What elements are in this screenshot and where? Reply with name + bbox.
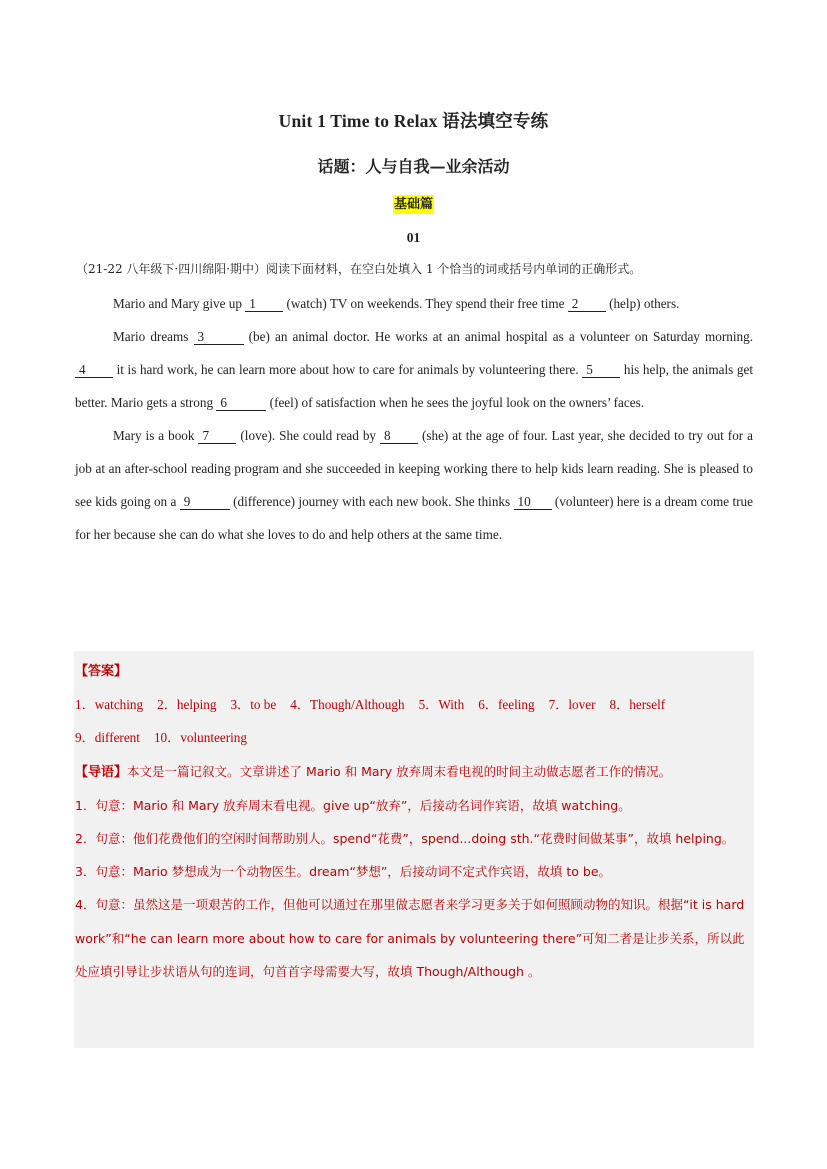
passage-paragraph-3 — [75, 419, 753, 551]
passage-paragraph-2 — [75, 320, 753, 419]
document-title: Unit 1 Time to Relax 语法填空专练 — [278, 111, 549, 131]
passage-text: (volunteer) here is a dream come true for her because she can do what she loves to do and help others at the same time. — [75, 494, 754, 542]
passage-paragraph-1 — [75, 287, 753, 320]
passage-text: (she) at the age of four. Last year, she decided to try out for a job at an after-school reading program and she succeeded in keeping working there to help kids learn reading. She is pleased to see kids going on a — [75, 428, 753, 509]
answer-item: 7．lover — [548, 697, 596, 713]
question-source: （21-22 八年级下·四川绵阳·期中）阅读下面材料，在空白处填入 1 个恰当的词或括号内单词的正确形式。 — [76, 262, 642, 276]
blank-2: 2 — [568, 296, 606, 312]
answer-item: 4．Though/Although — [290, 697, 405, 713]
blank-4: 4 — [75, 362, 113, 378]
answer-item: 9．different — [75, 730, 140, 746]
level-badge-wrap — [0, 193, 827, 214]
passage-text: Mario dreams — [113, 329, 194, 344]
guide-label: 【导语】 — [75, 764, 128, 780]
blank-7: 7 — [198, 428, 236, 444]
explanation-note-3: 3．句意：Mario 梦想成为一个动物医生。dream“梦想”，后接动词不定式作宾语，故填 to be。 — [75, 864, 612, 880]
answer-item: 2．helping — [157, 697, 217, 713]
blank-1: 1 — [245, 296, 283, 312]
answer-item: 1．watching — [75, 697, 144, 713]
level-badge: 基础篇 — [393, 197, 433, 212]
blank-5: 5 — [582, 362, 620, 378]
blank-10: 10 — [514, 494, 552, 510]
passage-text: his help, the animals get better. Mario gets a strong — [75, 362, 753, 410]
passage-text: (watch) TV on weekends. They spend their free time — [283, 296, 568, 311]
explanation-note-2: 2．句意：他们花费他们的空闲时间帮助别人。spend“花费”，spend...doing sth.“花费时间做某事”，故填 helping。 — [75, 831, 735, 847]
guide-text: 本文是一篇记叙文。文章讲述了 Mario 和 Mary 放弃周末看电视的时间主动做志愿者工作的情况。 — [127, 763, 672, 779]
passage-text: (feel) of satisfaction when he sees the joyful look on the owners’ faces. — [266, 395, 645, 410]
passage-text: (difference) journey with each new book. She thinks — [229, 494, 514, 509]
passage-text: (help) others. — [605, 296, 680, 311]
answer-section — [74, 651, 754, 1048]
passage-text: it is hard work, he can learn more about how to care for animals by volunteering there. — [113, 362, 583, 377]
answer-row-1 — [75, 688, 751, 721]
explanation-note-1: 1．句意：Mario 和 Mary 放弃周末看电视。give up“放弃”，后接动名词作宾语，故填 watching。 — [75, 797, 631, 813]
topic-subtitle: 话题：人与自我—业余活动 — [317, 157, 510, 176]
answer-item: 10．volunteering — [153, 730, 247, 746]
passage-text: Mario and Mary give up — [113, 296, 246, 311]
blank-8: 8 — [380, 428, 418, 444]
answer-content — [75, 655, 751, 988]
answer-heading: 【答案】 — [75, 664, 128, 679]
explanation-note-4: 4．句意：虽然这是一项艰苦的工作，但他可以通过在那里做志愿者来学习更多关于如何照顾动物的知识。根据“it is hard work”和“he can learn more about how to care for animals by volunteering there”可知二者是让步关系，所以此处应填引导让步状语从句的连词，句首首字母需要大写，故填 Though/Although 。 — [75, 897, 745, 979]
answer-item: 5．With — [418, 697, 465, 713]
answer-item: 6．feeling — [478, 697, 535, 713]
reading-passage — [75, 287, 753, 551]
passage-text: (be) an animal doctor. He works at an animal hospital as a volunteer on Saturday morning. — [243, 329, 753, 344]
answer-item: 3．to be — [230, 697, 277, 713]
passage-text: Mary is a book — [113, 428, 199, 443]
guide-paragraph — [75, 755, 751, 789]
blank-9: 9 — [180, 494, 230, 510]
blank-6: 6 — [216, 395, 266, 411]
answer-row-2 — [75, 721, 751, 754]
question-number: 01 — [406, 230, 421, 245]
blank-3: 3 — [194, 329, 244, 345]
answer-item: 8．herself — [609, 697, 666, 713]
passage-text: (love). She could read by — [236, 428, 380, 443]
